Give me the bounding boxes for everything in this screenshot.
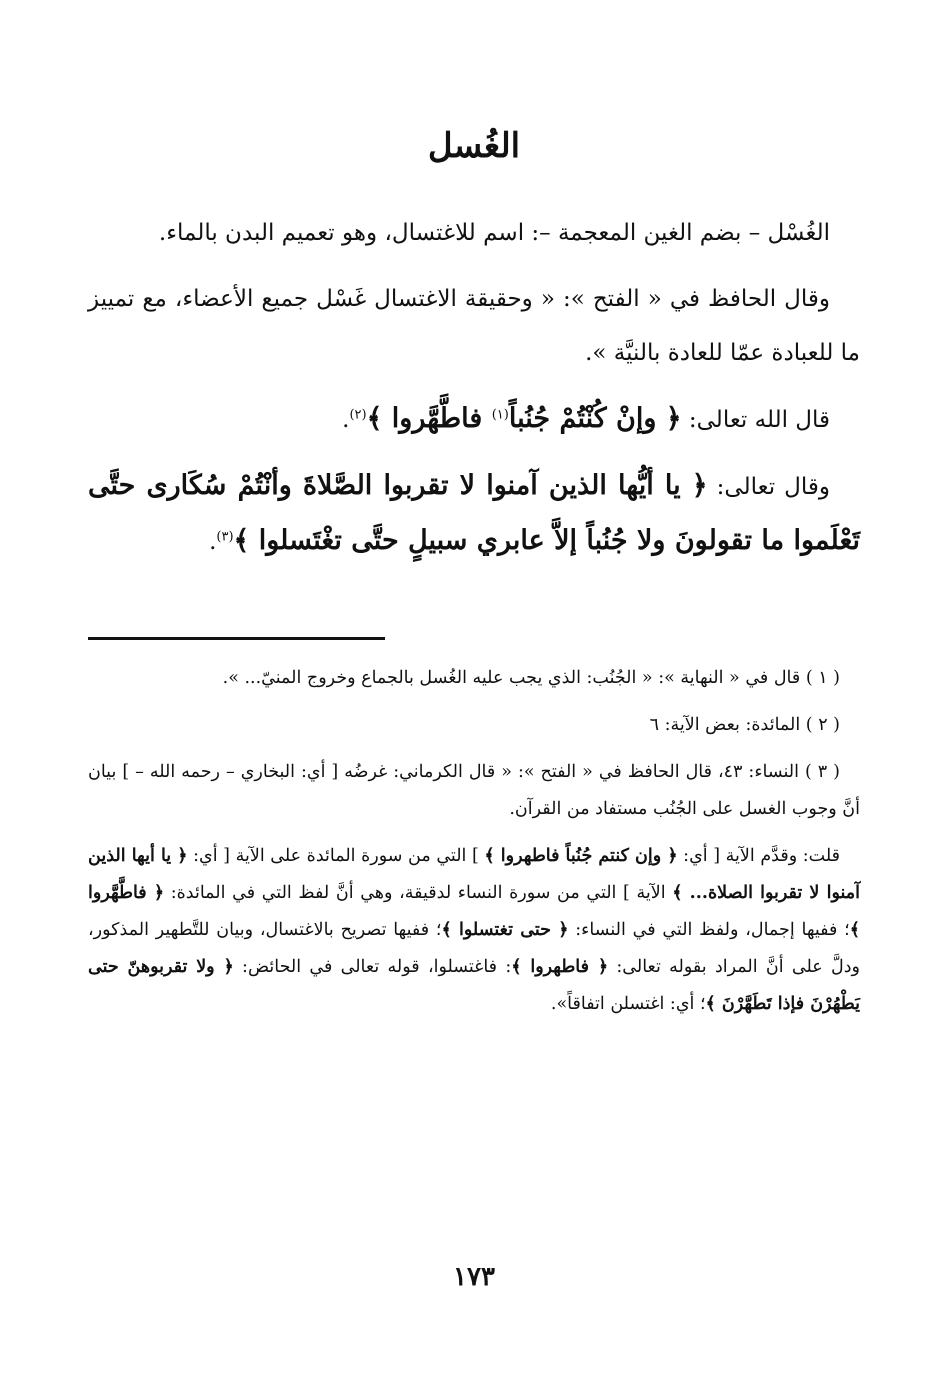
footnotes-section	[88, 660, 860, 1033]
hafiz-paragraph: وقال الحافظ في « الفتح »: « وحقيقة الاغتسال غَسْل جميع الأعضاء، مع تمييز ما للعبادة عمّا للعادة بالنيَّة ».	[88, 286, 860, 366]
verse2-paragraph	[88, 459, 860, 569]
commentary-verse-6: ﴿ ولا تقربوهنّ حتى يَطْهُرْنَ فإذا تَطَهَّرْنَ ﴾	[88, 957, 860, 1014]
footnote-divider	[88, 637, 385, 640]
verse1-intro: قال الله تعالى:	[681, 407, 830, 433]
commentary-verse-4: ﴿ حتى تغتسلوا ﴾	[441, 920, 569, 940]
definition-paragraph: الغُسْل – بضم الغين المعجمة –: اسم للاغتسال، وهو تعميم البدن بالماء.	[158, 220, 830, 246]
commentary-verse-1: ﴿ وإن كنتم جُنُباً فاطهروا ﴾	[484, 846, 678, 866]
verse1-paragraph	[88, 392, 860, 447]
commentary-text-3: الآية ] التي من سورة النساء لدقيقة، وهي أنَّ لفظ التي في المائدة:	[164, 883, 673, 903]
main-text	[88, 206, 860, 581]
verse2-intro: وقال تعالى:	[707, 474, 830, 500]
page	[88, 0, 860, 1377]
verse1-part2: فاطَّهَّروا ﴾	[366, 403, 492, 434]
commentary-text-7: ؛ أي: اغتسلن اتفاقاً».	[550, 994, 706, 1014]
footnote-3: ( ٣ ) النساء: ٤٣، قال الحافظ في « الفتح »: « قال الكرماني: غرضُه [ أي: البخاري – رحمه الله – ] بيان أنَّ وجوب الغسل على الجُنُب مستفاد من القرآن.	[88, 762, 860, 819]
verse2-text: ﴿ يا أيُّها الذين آمنوا لا تقربوا الصَّلاةَ وأنْتُمْ سُكَارى حتَّى تَعْلَموا ما تقولونَ ولا جُنُباً إلاَّ عابري سبيلٍ حتَّى تغْتَسلوا ﴾	[88, 470, 860, 556]
chapter-title: الغُسل	[427, 126, 521, 166]
commentary-verse-3: ﴿ فاطَّهَّروا ﴾	[88, 883, 860, 940]
commentary-verse-5: ﴿ فاطهروا ﴾	[511, 957, 609, 977]
verse2-end: .	[209, 529, 217, 555]
footnote-marker-2[interactable]: (٢)	[349, 407, 367, 423]
commentary-text-1: قلت: وقدَّم الآية [ أي:	[677, 846, 840, 866]
verse1-end: .	[342, 407, 350, 433]
commentary-text-2: ] التي من سورة المائدة على الآية [ أي:	[187, 846, 485, 866]
commentary-verse-2: ﴿ يا أيها الذين آمنوا لا تقربوا الصلاة... ﴾	[88, 846, 860, 903]
verse1-part1: ﴿ وإنْ كُنْتُمْ جُنُباً	[508, 403, 682, 434]
commentary-text-4: ؛ ففيها إجمال، ولفظ التي في النساء:	[568, 920, 850, 940]
footnote-marker-1[interactable]: (١)	[491, 407, 509, 423]
footnote-marker-3[interactable]: (٣)	[216, 529, 234, 545]
page-number: ١٧٣	[453, 1262, 495, 1292]
commentary-paragraph	[88, 838, 860, 1023]
footnote-2: ( ٢ ) المائدة: بعض الآية: ٦	[649, 715, 840, 735]
commentary-text-6: : فاغتسلوا، قوله تعالى في الحائض:	[233, 957, 512, 977]
commentary-text-5: ؛ ففيها تصريح بالاغتسال، وبيان للتَّطهير المذكور، ودلَّ على أنَّ المراد بقوله تعالى:	[88, 920, 860, 977]
footnote-1: ( ١ ) قال في « النهاية »: « الجُنُب: الذي يجب عليه الغُسل بالجماع وخروج المنيّ... ».	[222, 668, 840, 688]
